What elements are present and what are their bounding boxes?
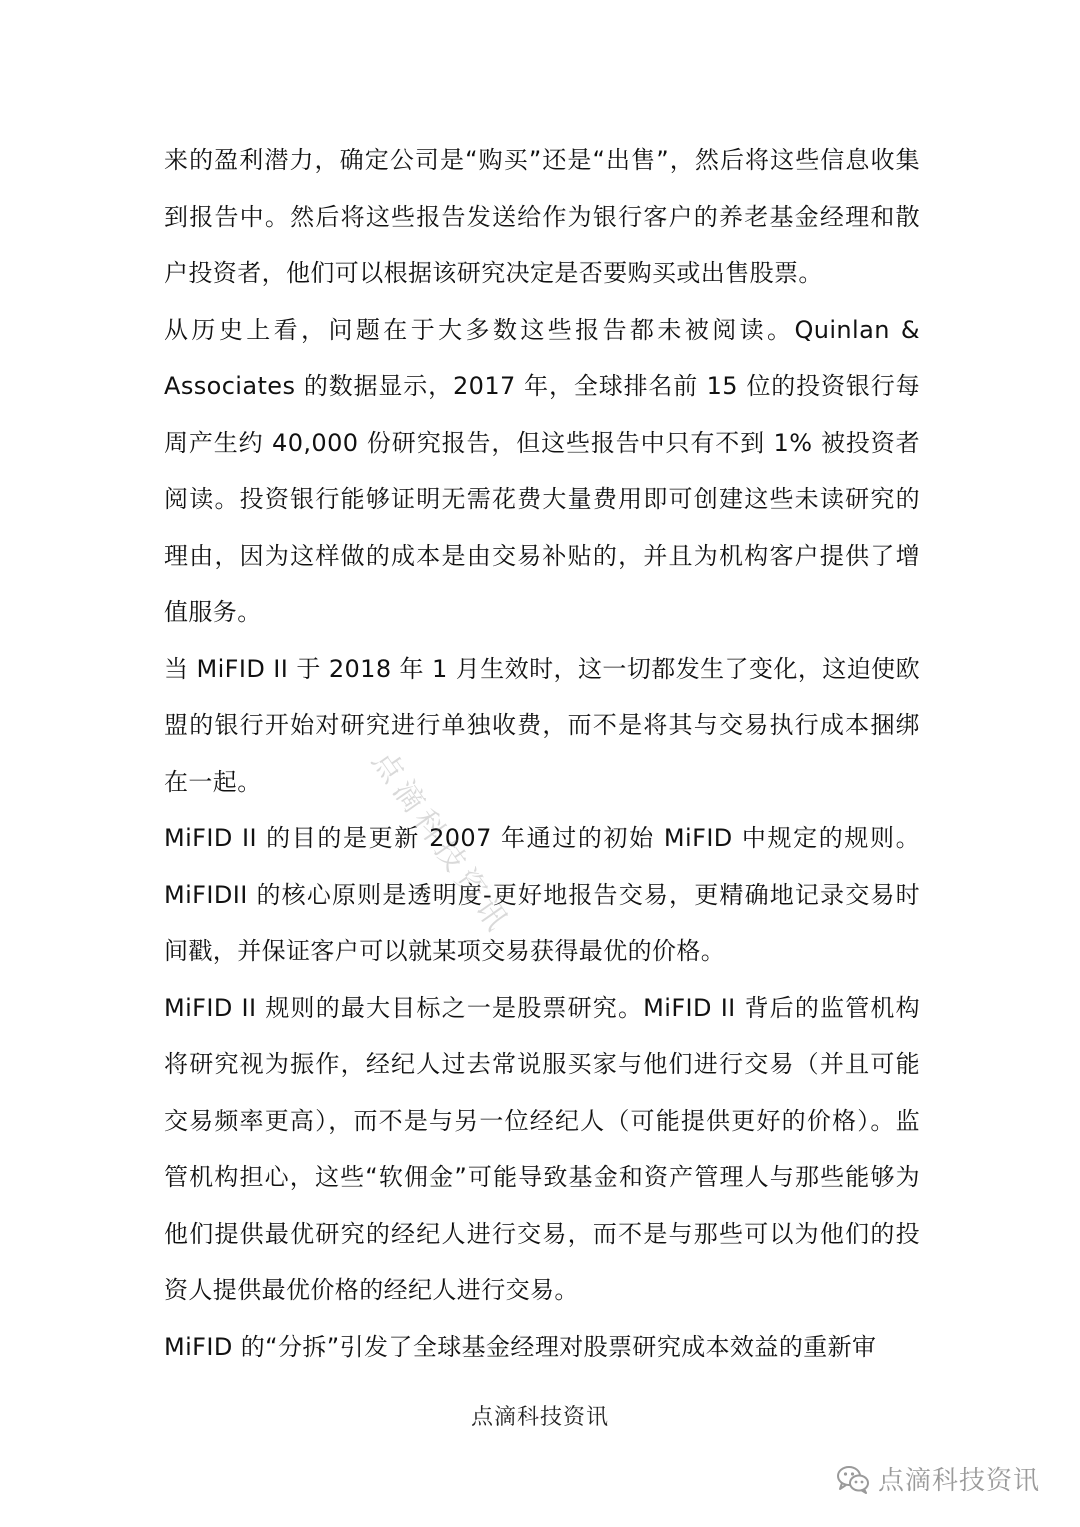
paragraph: 从历史上看，问题在于大多数这些报告都未被阅读。Quinlan & Associates 的数据显示，2017 年，全球排名前 15 位的投资银行每周产生约 40,000 份研究报告，但这些报告中只有不到 1% 被投资者阅读。投资银行能够证明无需花费大量费用即可创建这些未读研究的理由，因为这样做的成本是由交易补贴的，并且为机构客户提供了增值服务。 bbox=[164, 315, 920, 626]
wechat-icon bbox=[836, 1464, 870, 1494]
brand-label: 点滴科技资讯 bbox=[877, 1466, 1040, 1496]
paragraph: MiFID II 规则的最大目标之一是股票研究。MiFID II 背后的监管机构将研究视为振作，经纪人过去常说服买家与他们进行交易（并且可能交易频率更高），而不是与另一位经纪人（可能提供更好的价格）。监管机构担心，这些“软佣金”可能导致基金和资产管理人与那些能够为他们提供最优研究的经纪人进行交易，而不是与那些可以为他们的投资人提供最优价格的经纪人进行交易。 bbox=[164, 993, 920, 1304]
page-footer: 点滴科技资讯 bbox=[470, 1405, 609, 1430]
account-brand bbox=[836, 1460, 1040, 1497]
paragraph: MiFID II 的目的是更新 2007 年通过的初始 MiFID 中规定的规则。MiFIDII 的核心原则是透明度-更好地报告交易，更精确地记录交易时间戳，并保证客户可以就某项交易获得最优的价格。 bbox=[164, 824, 920, 965]
article-body bbox=[164, 132, 920, 1375]
watermark: 点滴科技资讯 bbox=[364, 744, 518, 942]
paragraph: 来的盈利潜力，确定公司是“购买”还是“出售”，然后将这些信息收集到报告中。然后将这些报告发送给作为银行客户的养老基金经理和散户投资者，他们可以根据该研究决定是否要购买或出售股票。 bbox=[164, 146, 920, 287]
paragraph: 当 MiFID II 于 2018 年 1 月生效时，这一切都发生了变化，这迫使欧盟的银行开始对研究进行单独收费，而不是将其与交易执行成本捆绑在一起。 bbox=[164, 654, 920, 796]
paragraph: MiFID 的“分拆”引发了全球基金经理对股票研究成本效益的重新审 bbox=[164, 1332, 877, 1361]
